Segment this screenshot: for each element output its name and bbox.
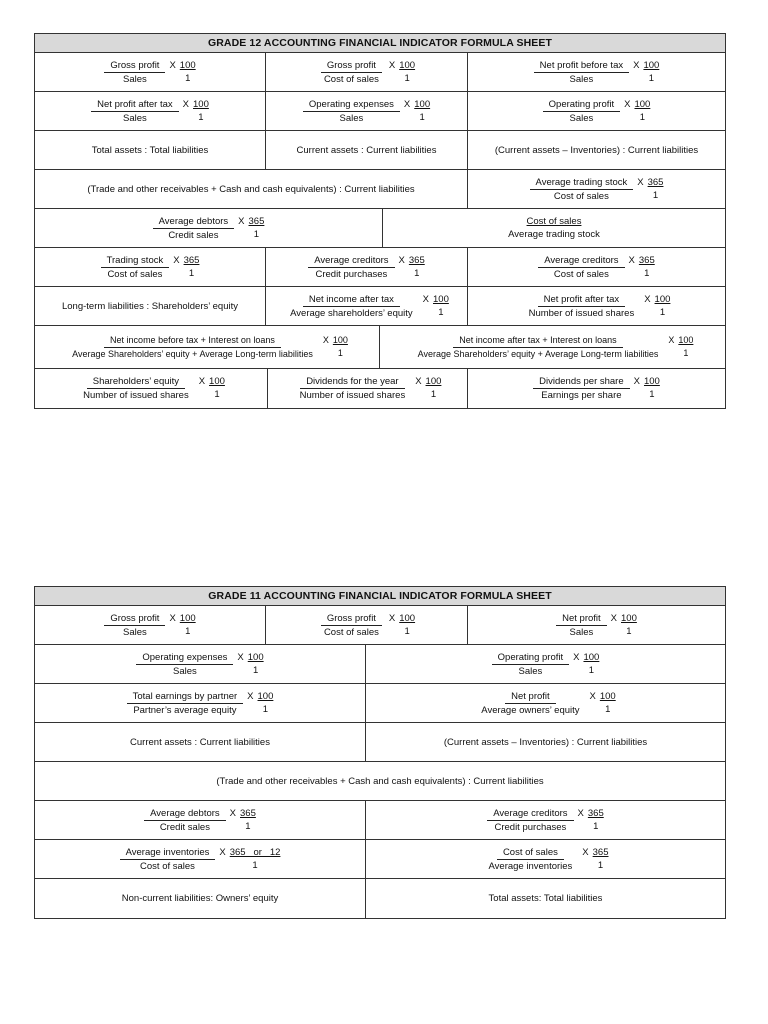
formula-cell (366, 840, 725, 878)
multiply-sign: X (644, 293, 651, 305)
grade12-formula-sheet (34, 33, 726, 409)
formula-cell (366, 801, 725, 839)
formula-cell (35, 606, 266, 644)
multiplier-numerator: 100 (678, 334, 694, 345)
denominator: Average Shareholders’ equity + Average Long-term liabilities (72, 348, 313, 359)
multiply-sign: X (198, 376, 206, 387)
numerator: Net profit after tax (91, 98, 179, 112)
formula-cell (35, 53, 266, 91)
formula-cell (35, 369, 268, 408)
formula-cell (266, 53, 468, 91)
multiplier-denominator: 1 (252, 859, 258, 871)
numerator: Gross profit (104, 612, 165, 626)
multiply-sign: X (582, 846, 589, 858)
formula-cell (468, 369, 725, 408)
denominator: Sales (123, 112, 147, 124)
multiplier-denominator: 1 (649, 389, 655, 400)
numerator: Total earnings by partner (127, 690, 244, 704)
multiply-sign: X (403, 98, 411, 110)
multiply-sign: X (589, 690, 596, 702)
formula-cell (468, 131, 725, 169)
formula-cell (266, 131, 468, 169)
formula-cell (266, 248, 468, 286)
multiplier-denominator: 1 (404, 72, 410, 84)
multiplier-denominator: 1 (198, 111, 204, 123)
formula-cell (35, 170, 468, 208)
formula-row (35, 606, 725, 645)
multiplier-denominator: 1 (430, 389, 437, 400)
formula-cell (35, 326, 380, 368)
multiplier-numerator: 100 (643, 59, 660, 71)
multiply-sign: X (633, 376, 640, 387)
multiplier-denominator: 1 (588, 664, 595, 676)
numerator: Net profit (556, 612, 607, 626)
denominator: Credit sales (159, 821, 210, 833)
formula-cell (268, 369, 468, 408)
formula-row (35, 801, 725, 840)
formula-cell (366, 723, 725, 761)
multiplier-numerator: 100 (399, 59, 416, 71)
formula-row (35, 53, 725, 92)
denominator: Cost of sales (140, 860, 195, 872)
multiplier-denominator: 1 (337, 347, 343, 358)
denominator: Average trading stock (508, 229, 600, 240)
ratio-text: Total assets : Total liabilities (91, 144, 209, 156)
multiplier-denominator: 1 (404, 625, 410, 637)
formula-row (35, 723, 725, 762)
formula-row (35, 131, 725, 170)
multiplier-numerator: 100 (634, 98, 651, 110)
multiplier-numerator: 100 (654, 293, 671, 305)
numerator: Shareholders’ equity (87, 375, 185, 389)
sheet-title: GRADE 11 ACCOUNTING FINANCIAL INDICATOR FORMULA SHEET (35, 587, 725, 606)
ratio-text: (Trade and other receivables + Cash and cash equivalents) : Current liabilities (87, 183, 415, 195)
formula-cell (35, 840, 366, 878)
sheet-title: GRADE 12 ACCOUNTING FINANCIAL INDICATOR FORMULA SHEET (35, 34, 725, 53)
multiplier-denominator: 1 (253, 228, 260, 240)
formula-cell (35, 92, 266, 130)
multiplier-denominator: 1 (214, 389, 220, 400)
numerator: Net profit before tax (534, 59, 629, 73)
formula-cell (380, 326, 725, 368)
multiplier-denominator: 1 (659, 306, 666, 318)
numerator: Cost of sales (526, 216, 582, 227)
denominator: Earnings per share (541, 390, 622, 401)
multiply-sign: X (173, 254, 180, 266)
ratio-text: Long-term liabilities : Shareholders’ equity (61, 300, 238, 312)
multiplier-numerator: 365 (592, 846, 609, 858)
multiplier-denominator: 1 (644, 267, 650, 279)
multiplier-denominator: 1 (419, 111, 425, 123)
multiplier-numerator: 365 (638, 254, 655, 266)
numerator: Gross profit (321, 59, 382, 73)
multiplier-denominator: 1 (648, 72, 655, 84)
formula-cell (468, 606, 725, 644)
multiplier-denominator: 1 (626, 625, 632, 637)
denominator: Sales (123, 73, 147, 85)
denominator: Credit purchases (315, 268, 388, 280)
multiply-sign: X (637, 176, 644, 188)
denominator: Sales (569, 73, 594, 85)
multiplier-numerator: 100 (433, 293, 449, 305)
formula-cell (35, 287, 266, 325)
denominator: Cost of sales (553, 190, 609, 202)
formula-cell (266, 606, 468, 644)
multiplier-numerator: 100 (257, 690, 274, 702)
formula-row (35, 92, 725, 131)
formula-row (35, 645, 725, 684)
numerator: Average creditors (538, 254, 624, 268)
formula-row (35, 840, 725, 879)
multiply-sign: X (577, 807, 584, 819)
multiply-sign: X (247, 690, 254, 702)
denominator: Sales (173, 665, 197, 677)
multiply-sign: X (573, 651, 580, 663)
formula-cell (383, 209, 725, 247)
multiplier-denominator: 1 (185, 625, 191, 637)
multiplier-numerator: 365 (587, 807, 604, 819)
ratio-text: (Trade and other receivables + Cash and cash equivalents) : Current liabilities (216, 775, 544, 787)
multiplier-numerator: 365 (183, 254, 200, 266)
formula-cell (35, 762, 725, 800)
multiplier-numerator: 100 (247, 651, 264, 663)
multiply-sign: X (398, 254, 405, 266)
multiply-sign: X (610, 612, 618, 624)
ratio-text: Non-current liabilities: Owners’ equity (121, 893, 279, 904)
formula-cell (35, 801, 366, 839)
formula-row (35, 248, 725, 287)
denominator: Credit sales (168, 229, 219, 241)
formula-cell (35, 879, 366, 918)
multiplier-numerator: 100 (332, 334, 348, 345)
multiplier-denominator: 1 (253, 664, 259, 676)
multiply-sign: X (388, 59, 396, 71)
multiply-sign: X (668, 334, 675, 345)
formula-row (35, 762, 725, 801)
denominator: Number of issued shares (299, 390, 406, 401)
multiplier-denominator: 1 (605, 703, 611, 715)
multiplier-numerator: 100 (621, 612, 637, 624)
formula-cell (366, 684, 725, 722)
multiply-sign: X (237, 651, 244, 663)
multiplier-denominator: 1 (185, 72, 191, 84)
numerator: Dividends for the year (300, 375, 404, 389)
numerator: Net profit after tax (538, 293, 626, 307)
multiplier-numerator: 365 or 12 (229, 846, 281, 858)
multiplier-numerator: 100 (414, 98, 431, 110)
formula-cell (35, 248, 266, 286)
multiplier-denominator: 1 (438, 306, 444, 318)
multiply-sign: X (624, 98, 631, 110)
multiply-sign: X (182, 98, 189, 110)
multiplier-denominator: 1 (652, 189, 659, 201)
grade11-formula-sheet (34, 586, 726, 919)
multiplier-numerator: 100 (193, 98, 209, 110)
denominator: Average shareholders’ equity (290, 307, 413, 319)
formula-cell (35, 131, 266, 169)
formula-cell (35, 645, 366, 683)
multiplier-numerator: 100 (179, 612, 196, 624)
numerator: Net income before tax + Interest on loans (104, 334, 281, 348)
multiply-sign: X (322, 334, 329, 345)
formula-cell (468, 170, 725, 208)
numerator: Average debtors (153, 215, 235, 229)
multiplier-numerator: 100 (643, 376, 660, 387)
denominator: Average inventories (488, 860, 573, 872)
multiplier-numerator: 100 (425, 376, 442, 387)
formula-cell (35, 684, 366, 722)
numerator: Operating expenses (303, 98, 400, 112)
multiplier-denominator: 1 (414, 267, 420, 279)
denominator: Partner’s average equity (133, 704, 237, 716)
multiplier-numerator: 100 (599, 690, 616, 702)
formula-cell (35, 723, 366, 761)
denominator: Credit purchases (494, 821, 567, 833)
denominator: Sales (569, 112, 594, 124)
formula-cell (35, 209, 383, 247)
numerator: Average creditors (487, 807, 573, 821)
multiply-sign: X (219, 846, 226, 858)
multiplier-denominator: 1 (639, 111, 646, 123)
numerator: Trading stock (101, 254, 170, 268)
formula-row (35, 209, 725, 248)
multiplier-numerator: 365 (408, 254, 425, 266)
numerator: Average creditors (308, 254, 394, 268)
denominator: Average owners’ equity (481, 704, 580, 716)
multiply-sign: X (422, 293, 429, 305)
multiply-sign: X (628, 254, 635, 266)
multiply-sign: X (238, 215, 245, 227)
formula-row (35, 326, 725, 369)
denominator: Number of issued shares (528, 307, 635, 319)
numerator: Dividends per share (533, 375, 630, 389)
formula-cell (366, 879, 725, 918)
multiplier-numerator: 100 (583, 651, 600, 663)
multiply-sign: X (169, 612, 176, 624)
ratio-text: (Current assets – Inventories) : Current liabilities (494, 144, 699, 156)
numerator: Average trading stock (530, 176, 634, 190)
formula-cell (366, 645, 725, 683)
denominator: Cost of sales (107, 268, 163, 280)
denominator: Sales (123, 626, 147, 638)
denominator: Sales (339, 112, 364, 124)
formula-cell (468, 248, 725, 286)
numerator: Net income after tax (303, 293, 400, 307)
multiplier-denominator: 1 (245, 820, 251, 832)
numerator: Operating profit (543, 98, 620, 112)
multiplier-denominator: 1 (262, 703, 269, 715)
multiply-sign: X (229, 807, 237, 819)
formula-row (35, 287, 725, 326)
multiplier-denominator: 1 (683, 347, 689, 358)
denominator: Cost of sales (323, 626, 379, 638)
multiplier-numerator: 365 (248, 215, 265, 227)
formula-row (35, 684, 725, 723)
formula-cell (468, 287, 725, 325)
formula-row (35, 170, 725, 209)
multiplier-numerator: 100 (399, 612, 416, 624)
numerator: Gross profit (321, 612, 382, 626)
formula-row (35, 369, 725, 408)
formula-cell (468, 53, 725, 91)
ratio-text: Current assets : Current liabilities (296, 144, 437, 156)
ratio-text: Current assets : Current liabilities (130, 736, 270, 748)
ratio-text: Total assets: Total liabilities (488, 893, 603, 904)
denominator: Sales (518, 665, 543, 677)
multiply-sign: X (633, 59, 640, 71)
numerator: Gross profit (104, 59, 165, 73)
numerator: Average debtors (144, 807, 226, 821)
multiplier-denominator: 1 (597, 859, 604, 871)
denominator: Number of issued shares (83, 390, 189, 401)
multiplier-numerator: 365 (240, 807, 256, 819)
multiply-sign: X (388, 612, 396, 624)
denominator: Cost of sales (553, 268, 609, 280)
numerator: Net income after tax + Interest on loans (453, 334, 622, 348)
numerator: Net profit (505, 690, 556, 704)
multiplier-denominator: 1 (593, 820, 599, 832)
multiplier-numerator: 365 (647, 176, 664, 188)
denominator: Sales (569, 626, 594, 638)
multiplier-denominator: 1 (188, 267, 195, 279)
multiplier-numerator: 100 (179, 59, 196, 71)
formula-cell (468, 92, 725, 130)
numerator: Operating profit (492, 651, 569, 665)
multiply-sign: X (415, 376, 422, 387)
numerator: Average inventories (120, 846, 216, 860)
numerator: Operating expenses (136, 651, 233, 665)
multiplier-numerator: 100 (209, 376, 225, 387)
formula-cell (266, 287, 468, 325)
ratio-text: (Current assets – Inventories) : Current liabilities (443, 736, 648, 748)
denominator: Average Shareholders’ equity + Average Long-term liabilities (417, 348, 659, 359)
denominator: Cost of sales (323, 73, 379, 85)
numerator: Cost of sales (497, 846, 564, 860)
multiply-sign: X (169, 59, 176, 71)
formula-cell (266, 92, 468, 130)
formula-row (35, 879, 725, 918)
